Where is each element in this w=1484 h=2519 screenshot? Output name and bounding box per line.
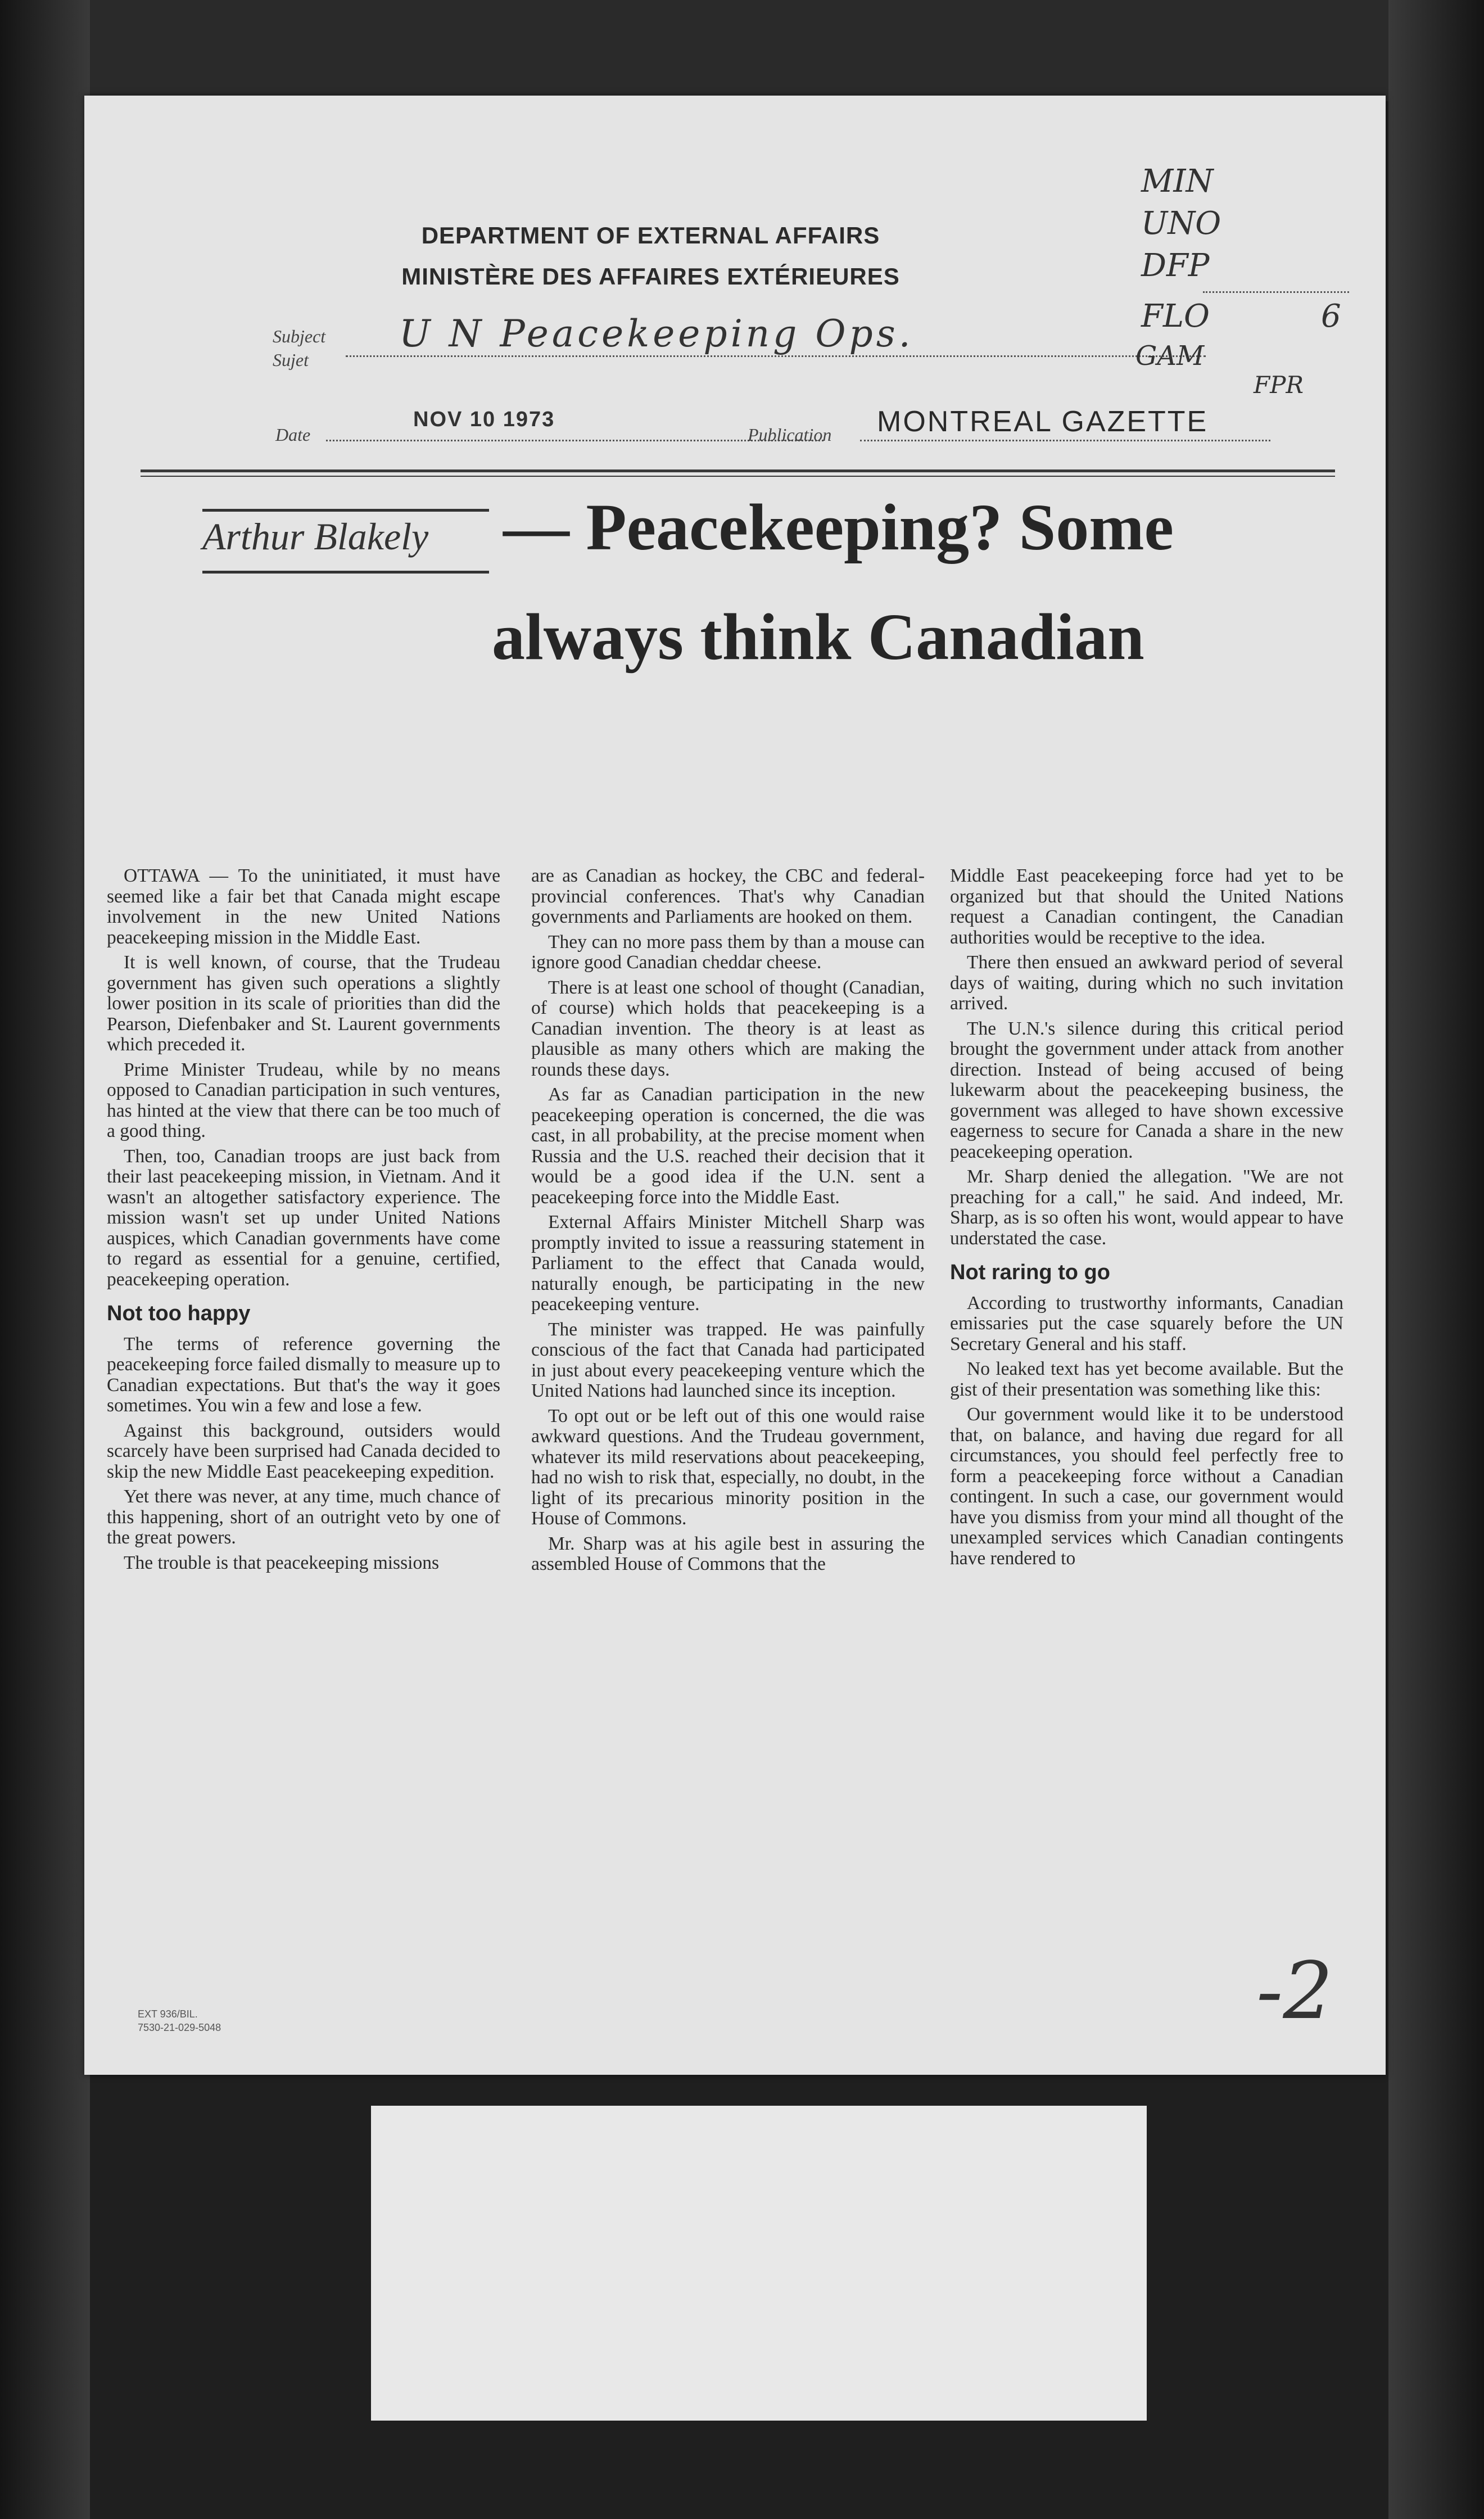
film-border-right (1388, 0, 1484, 2519)
article-column-1 (107, 866, 500, 1578)
sujet-label: Sujet (273, 350, 309, 370)
routing-annotations (1135, 163, 1366, 478)
article-paragraph: They can no more pass them by than a mouse can ignore good Canadian cheddar cheese. (531, 931, 925, 973)
article-paragraph: There then ensued an awkward period of several days of waiting, during which no such invitation arrived. (950, 952, 1343, 1014)
form-code: EXT 936/BIL. 7530-21-029-5048 (138, 2008, 221, 2033)
article-paragraph: Our government would like it to be understood that, on balance, and having due regard for all circumstances, you should feel perfectly free to form a peacekeeping force without a Canadian contingent. In such a case, our government would have you dismiss from your mind all thought of the unexampled services which Canadian contingents have rendered to (950, 1404, 1343, 1569)
clipping-sheet (84, 96, 1386, 2075)
article-column-2 (531, 866, 925, 1579)
byline: Arthur Blakely (202, 515, 429, 558)
subject-handwritten: U N Peacekeeping Ops. (399, 312, 914, 355)
headline-dash: — (503, 490, 569, 564)
article-paragraph: Against this background, outsiders would scarcely have been surprised had Canada decided to skip the new Middle East peacekeeping expedition. (107, 1420, 500, 1482)
subject-label: Subject (273, 326, 326, 346)
date-stamp: NOV 10 1973 (413, 408, 555, 431)
article-paragraph: According to trustworthy informants, Canadian emissaries put the case squarely before the UN Secretary General and his staff. (950, 1292, 1343, 1355)
byline-rule-top (202, 509, 489, 512)
article-paragraph: No leaked text has yet become available. But the gist of their presentation was something like this: (950, 1358, 1343, 1400)
routing-min: MIN (1141, 163, 1214, 200)
film-border-top (0, 0, 1484, 101)
routing-gam: GAM (1135, 340, 1205, 372)
article-paragraph: OTTAWA — To the uninitiated, it must have seemed like a fair bet that Canada might escape involvement in the new United Nations peacekeeping mission in the Middle East. (107, 865, 500, 948)
headline-line-1 (503, 489, 1174, 566)
routing-number: 6 (1321, 298, 1341, 335)
publication-label: Publication (748, 425, 832, 445)
article-paragraph: Middle East peacekeeping force had yet to be organized but that should the United Nations request a Canadian contingent, the Canadian authorities would be receptive to the idea. (950, 865, 1343, 948)
article-paragraph: are as Canadian as hockey, the CBC and federal-provincial conferences. That's why Canadian governments and Parliaments are hooked on them. (531, 865, 925, 927)
article-paragraph: There is at least one school of thought (Canadian, of course) which holds that peacekeeping is a Canadian invention. The theory is at least as plausible as many others which are making the rounds these days. (531, 977, 925, 1080)
article-paragraph: The terms of reference governing the peacekeeping force failed dismally to measure up to Canadian expectations. But that's the way it goes sometimes. You win a few and lose a few. (107, 1333, 500, 1416)
routing-line (1203, 291, 1349, 293)
article-subheading: Not raring to go (950, 1261, 1110, 1284)
article-paragraph: Mr. Sharp denied the allegation. "We are not preaching for a call," he said. And indeed, Mr. Sharp, as is so often his wont, would appear to have understated the case. (950, 1166, 1343, 1249)
article-paragraph: The trouble is that peacekeeping missions (124, 1552, 439, 1573)
blank-slip (371, 2106, 1147, 2421)
publication-stamp: MONTREAL GAZETTE (877, 405, 1209, 438)
article-paragraph: External Affairs Minister Mitchell Sharp was promptly invited to issue a reassuring statement in Parliament to the effect that Canada would, naturally enough, be participating in the new peacekeeping venture. (531, 1212, 925, 1315)
department-name-french: MINISTÈRE DES AFFAIRES EXTÉRIEURES (401, 263, 900, 290)
routing-uno: UNO (1141, 205, 1221, 242)
article-paragraph: Then, too, Canadian troops are just back from their last peacekeeping mission, in Vietnam. And it wasn't an altogether satisfactory experience. The mission wasn't set up under United Nations auspices, which Canadian governments have come to regard as essential for a genuine, certified, peacekeeping operation. (107, 1145, 500, 1290)
article-paragraph: The U.N.'s silence during this critical period brought the government under attack from another direction. Instead of being accused of being lukewarm about the peacekeeping business, the government was alleged to have shown excessive eagerness to secure for Canada a share in the new peacekeeping operation. (950, 1018, 1343, 1162)
article-paragraph: To opt out or be left out of this one would raise awkward questions. And the Trudeau government, whatever its mild reservations about peacekeeping, had no wish to risk that, especially, no doubt, in the light of its precarious minority position in the House of Commons. (531, 1405, 925, 1529)
article-paragraph: As far as Canadian participation in the new peacekeeping operation is concerned, the die was cast, in all probability, at the precise moment when Russia and the U.S. reached their decision that it would be a good idea if the U.N. sent a peacekeeping force into the Middle East. (531, 1084, 925, 1208)
byline-rule-bottom (202, 571, 489, 574)
routing-dfp: DFP (1141, 247, 1210, 284)
film-border-left (0, 0, 90, 2519)
article-paragraph: Mr. Sharp was at his agile best in assuring the assembled House of Commons that the (531, 1533, 925, 1574)
headline-text-1: Peacekeeping? Some (586, 490, 1174, 564)
article-paragraph: Prime Minister Trudeau, while by no means opposed to Canadian participation in such ventures, has hinted at the view that there can be too much of a good thing. (107, 1059, 500, 1141)
routing-flo: FLO (1141, 298, 1210, 335)
routing-fpr: FPR (1254, 371, 1304, 399)
article-paragraph: It is well known, of course, that the Trudeau government has given such operations a slightly lower position in its scale of priorities than did the Pearson, Diefenbaker and St. Laurent governments which preceded it. (107, 952, 500, 1055)
article-paragraph: The minister was trapped. He was painfully conscious of the fact that Canada had participated in just about every peacekeeping venture which the United Nations had launched since its inception. (531, 1319, 925, 1401)
article-subheading: Not too happy (107, 1302, 251, 1325)
page-number-value: 2 (1283, 1945, 1333, 2037)
article-column-3 (950, 866, 1343, 1573)
date-label: Date (275, 425, 311, 445)
page-number: -2 (1256, 1945, 1333, 2037)
subject-line (346, 355, 1206, 357)
department-name-english: DEPARTMENT OF EXTERNAL AFFAIRS (421, 222, 880, 249)
headline-line-2: always think Canadian (492, 600, 1144, 674)
article-paragraph: Yet there was never, at any time, much chance of this happening, short of an outright veto by one of the great powers. (107, 1486, 500, 1548)
